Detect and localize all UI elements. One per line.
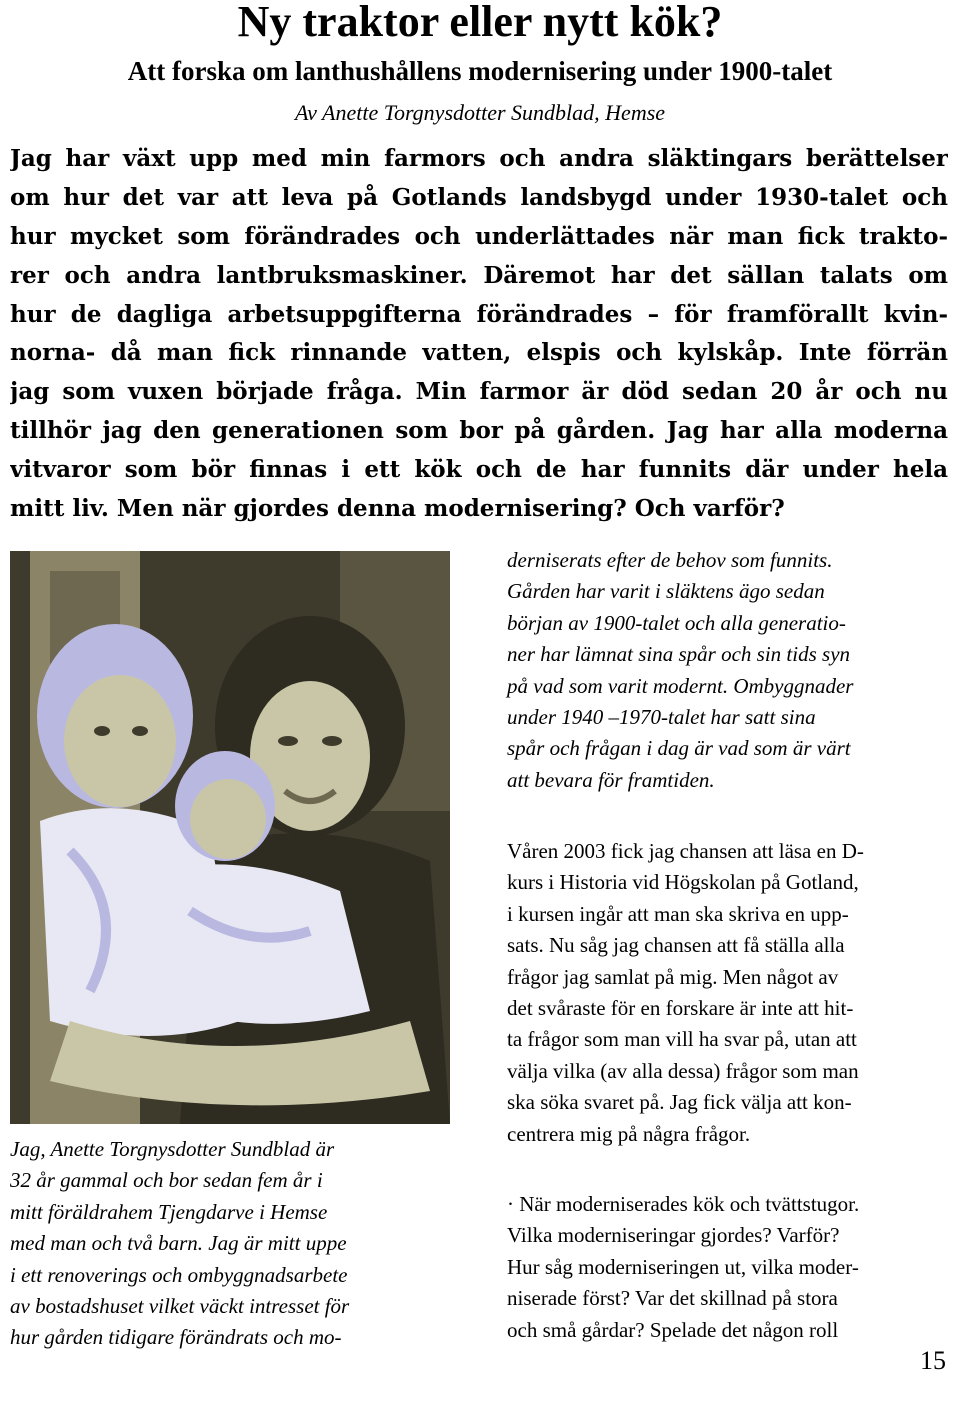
- photo-child-face: [64, 675, 176, 807]
- photo-caption: [10, 1134, 450, 1354]
- lead-line: hur de dagliga arbetsuppgifterna förändrades – för framförallt kvin-: [10, 300, 948, 328]
- photo-child-eye: [94, 726, 110, 736]
- family-photo: [10, 551, 450, 1124]
- body-paragraph: [507, 836, 947, 1150]
- question-line: Hur såg moderniseringen ut, vilka moder-: [507, 1254, 859, 1279]
- body-line: det svåraste för en forskare är inte att hit-: [507, 995, 854, 1020]
- italic-line: derniserats efter de behov som funnits.: [507, 548, 833, 572]
- question-line: · När moderniserades kök och tvättstugor.: [507, 1192, 860, 1216]
- lead-line: hur mycket som förändrades och underlättades när man fick trakto-: [10, 222, 948, 250]
- body-line: kurs i Historia vid Högskolan på Gotland,: [507, 870, 859, 895]
- italic-line: under 1940 –1970-talet har satt sina: [507, 704, 816, 729]
- photo-mother-eye: [322, 736, 342, 746]
- lead-line: mitt liv. Men när gjordes denna modernisering? Och varför?: [10, 495, 785, 523]
- lead-paragraph: [10, 140, 948, 529]
- italic-column-text: [507, 545, 947, 796]
- italic-line: början av 1900-talet och alla generatio-: [507, 610, 846, 635]
- question-line: Vilka moderniseringar gjordes? Varför?: [507, 1223, 840, 1248]
- italic-line: Gården har varit i släktens ägo sedan: [507, 579, 825, 604]
- body-line: sats. Nu såg jag chansen att få ställa alla: [507, 933, 845, 958]
- article-subtitle: Att forska om lanthushållens modernisering under 1900-talet: [127, 56, 833, 86]
- question-list: [507, 1189, 947, 1346]
- caption-line: av bostadshuset vilket väckt intresset för: [10, 1293, 350, 1318]
- body-line: ska söka svaret på. Jag fick välja att kon-: [507, 1090, 852, 1115]
- caption-line: mitt föräldrahem Tjengdarve i Hemse: [10, 1199, 328, 1224]
- question-line: niserade först? Var det skillnad på stora: [507, 1286, 838, 1311]
- caption-line: i ett renoverings och ombyggnadsarbete: [10, 1262, 348, 1287]
- caption-line: med man och två barn. Jag är mitt uppe: [10, 1231, 347, 1256]
- italic-line: ner har lämnat sina spår och sin tids syn: [507, 642, 851, 667]
- italic-line: att bevara för framtiden.: [507, 767, 715, 792]
- body-line: välja vilka (av alla dessa) frågor som man: [507, 1058, 859, 1083]
- photo-baby-face: [190, 779, 266, 859]
- byline: Av Anette Torgnysdotter Sundblad, Hemse: [294, 100, 666, 125]
- lead-line: norna- då man fick rinnande vatten, elspis och kylskåp. Inte förrän: [10, 339, 948, 367]
- lead-line: om hur det var att leva på Gotlands landsbygd under 1930-talet och: [10, 183, 948, 211]
- photo-child-eye: [132, 726, 148, 736]
- page-number: 15: [920, 1346, 946, 1375]
- family-photo-illustration: [10, 551, 450, 1124]
- italic-line: på vad som varit modernt. Ombyggnader: [507, 673, 854, 698]
- italic-line: spår och frågan i dag är vad som är värt: [507, 736, 851, 761]
- lead-line: rer och andra lantbruksmaskiner. Däremot har det sällan talats om: [10, 261, 948, 289]
- lead-line: Jag har växt upp med min farmors och andra släktingars berättelser: [10, 145, 948, 172]
- body-line: centrera mig på några frågor.: [507, 1121, 751, 1146]
- lead-line: jag som vuxen började fråga. Min farmor är död sedan 20 år och nu: [10, 378, 948, 406]
- body-line: i kursen ingår att man ska skriva en upp-: [507, 901, 849, 926]
- lead-line: vitvaror som bör finnas i ett kök och de har funnits där under hela: [10, 456, 948, 484]
- caption-line: Jag, Anette Torgnysdotter Sundblad är: [10, 1137, 335, 1161]
- lead-line: tillhör jag den generationen som bor på gården. Jag har alla moderna: [10, 417, 948, 445]
- article-title: Ny traktor eller nytt kök?: [237, 0, 723, 46]
- caption-line: 32 år gammal och bor sedan fem år i: [10, 1168, 323, 1193]
- body-line: Våren 2003 fick jag chansen att läsa en D-: [507, 839, 864, 863]
- question-line: och små gårdar? Spelade det någon roll: [507, 1317, 839, 1342]
- body-line: ta frågor som man vill ha svar på, utan att: [507, 1027, 857, 1052]
- body-line: frågor jag samlat på mig. Men något av: [507, 964, 839, 989]
- photo-mother-eye: [278, 736, 298, 746]
- caption-line: hur gården tidigare förändrats och mo-: [10, 1325, 342, 1350]
